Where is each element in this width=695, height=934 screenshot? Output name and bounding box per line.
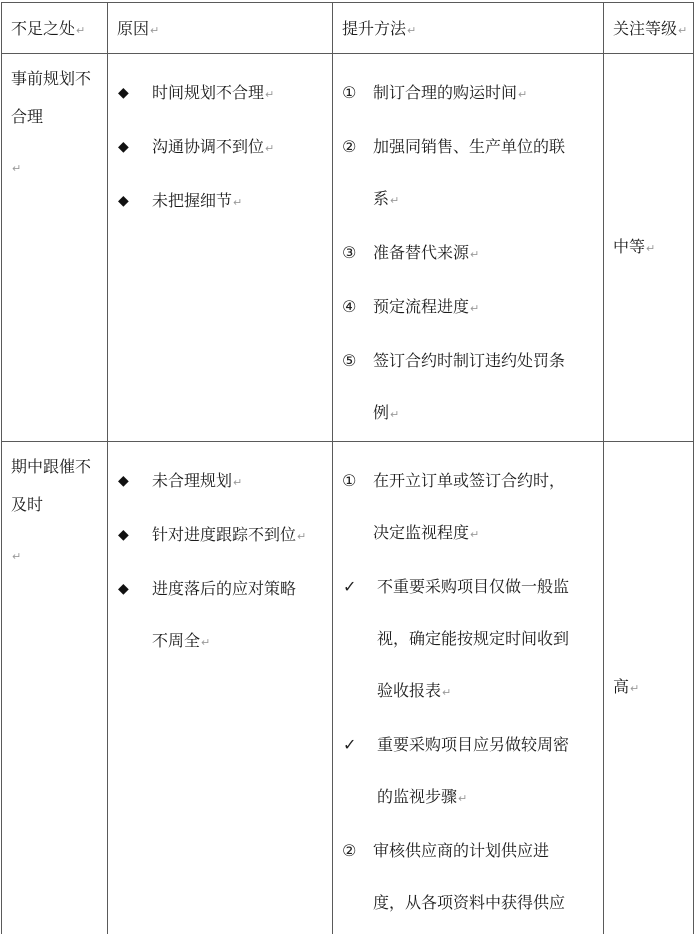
paragraph-mark-icon: ↵	[297, 530, 306, 543]
list-item	[108, 455, 332, 509]
cause-cell	[108, 54, 333, 442]
header-shortcoming: 不足之处	[11, 19, 75, 38]
method-text: 加强同销售、生产单位的联	[373, 137, 565, 156]
diamond-bullet-icon: ◆	[118, 509, 129, 561]
shortcoming-cell	[2, 442, 108, 934]
diamond-bullet-icon: ◆	[118, 175, 129, 227]
header-row	[2, 3, 694, 54]
list-item	[108, 67, 332, 121]
method-cell	[333, 442, 604, 934]
shortcoming-cell	[2, 54, 108, 442]
paragraph-mark-icon: ↵	[630, 682, 639, 695]
paragraph-mark-icon: ↵	[12, 531, 103, 583]
cause-text: 不周全	[152, 631, 200, 650]
method-text: 重要采购项目应另做较周密	[377, 735, 569, 754]
paragraph-mark-icon: ↵	[76, 24, 85, 37]
circled-number-1: ①	[342, 455, 356, 507]
header-cell-shortcoming	[2, 3, 108, 54]
circled-number-3: ③	[342, 227, 356, 279]
circled-number-1: ①	[342, 67, 356, 119]
method-text: 决定监视程度	[373, 523, 469, 542]
header-cell-cause	[108, 3, 333, 54]
method-text: 度，从各项资料中获得供应	[373, 893, 565, 912]
paragraph-mark-icon: ↵	[233, 196, 242, 209]
list-item	[333, 121, 603, 227]
list-item	[333, 455, 603, 561]
paragraph-mark-icon: ↵	[470, 528, 479, 541]
header-level: 关注等级	[613, 19, 677, 38]
cause-text: 进度落后的应对策略	[152, 579, 296, 598]
circled-number-2: ②	[342, 121, 356, 173]
cause-cell	[108, 442, 333, 934]
circled-number-4: ④	[342, 281, 356, 333]
cause-text: 未合理规划	[152, 471, 232, 490]
cause-text: 时间规划不合理	[152, 83, 264, 102]
list-item	[333, 825, 603, 929]
method-text: 视，确定能按规定时间收到	[377, 629, 569, 648]
paragraph-mark-icon: ↵	[12, 143, 103, 195]
header-cell-method	[333, 3, 604, 54]
paragraph-mark-icon: ↵	[150, 24, 159, 37]
cause-list	[108, 54, 332, 229]
method-text: 签订合约时制订违约处罚条	[373, 351, 565, 370]
diamond-bullet-icon: ◆	[118, 455, 129, 507]
method-text: 的监视步骤	[377, 787, 457, 806]
method-list	[333, 442, 603, 929]
method-text: 验收报表	[377, 681, 441, 700]
list-item	[333, 719, 603, 825]
method-cell	[333, 54, 604, 442]
diamond-bullet-icon: ◆	[118, 67, 129, 119]
paragraph-mark-icon: ↵	[265, 142, 274, 155]
list-item	[333, 227, 603, 281]
checkmark-icon: ✓	[343, 561, 356, 613]
diamond-bullet-icon: ◆	[118, 121, 129, 173]
paragraph-mark-icon: ↵	[407, 24, 416, 37]
shortcoming-text: 及时	[11, 479, 103, 531]
level-text: 高	[613, 677, 629, 696]
cause-text: 针对进度跟踪不到位	[152, 525, 296, 544]
paragraph-mark-icon: ↵	[470, 302, 479, 315]
cause-list	[108, 442, 332, 669]
table-row	[2, 54, 694, 442]
method-text: 不重要采购项目仅做一般监	[377, 577, 569, 596]
paragraph-mark-icon: ↵	[265, 88, 274, 101]
method-text: 审核供应商的计划供应进	[373, 841, 549, 860]
paragraph-mark-icon: ↵	[646, 242, 655, 255]
list-item	[108, 175, 332, 229]
method-text: 例	[373, 403, 389, 422]
table-row	[2, 442, 694, 934]
diamond-bullet-icon: ◆	[118, 563, 129, 615]
header-cell-level	[604, 3, 694, 54]
cause-text: 未把握细节	[152, 191, 232, 210]
list-item	[333, 335, 603, 441]
paragraph-mark-icon: ↵	[390, 408, 399, 421]
list-item	[333, 281, 603, 335]
shortcoming-text: 事前规划不	[11, 53, 103, 105]
paragraph-mark-icon: ↵	[201, 636, 210, 649]
method-text: 在开立订单或签订合约时，	[373, 471, 565, 490]
list-item	[108, 563, 332, 669]
method-text: 系	[373, 189, 389, 208]
method-text: 预定流程进度	[373, 297, 469, 316]
paragraph-mark-icon: ↵	[470, 248, 479, 261]
list-item	[333, 561, 603, 719]
improvement-table	[1, 2, 694, 934]
cause-text: 沟通协调不到位	[152, 137, 264, 156]
level-text: 中等	[613, 237, 645, 256]
method-list	[333, 54, 603, 441]
paragraph-mark-icon: ↵	[678, 24, 687, 37]
checkmark-icon: ✓	[343, 719, 356, 771]
circled-number-2: ②	[342, 825, 356, 877]
header-method: 提升方法	[342, 19, 406, 38]
list-item	[333, 67, 603, 121]
paragraph-mark-icon: ↵	[233, 476, 242, 489]
paragraph-mark-icon: ↵	[458, 792, 467, 805]
method-text: 准备替代来源	[373, 243, 469, 262]
shortcoming-text: 期中跟催不	[11, 441, 103, 493]
list-item	[108, 121, 332, 175]
circled-number-5: ⑤	[342, 335, 356, 387]
paragraph-mark-icon: ↵	[518, 88, 527, 101]
level-cell	[604, 54, 694, 442]
paragraph-mark-icon: ↵	[442, 686, 451, 699]
shortcoming-text: 合理	[11, 91, 103, 143]
method-text: 制订合理的购运时间	[373, 83, 517, 102]
paragraph-mark-icon: ↵	[390, 194, 399, 207]
header-cause: 原因	[117, 19, 149, 38]
list-item	[108, 509, 332, 563]
level-cell	[604, 442, 694, 934]
